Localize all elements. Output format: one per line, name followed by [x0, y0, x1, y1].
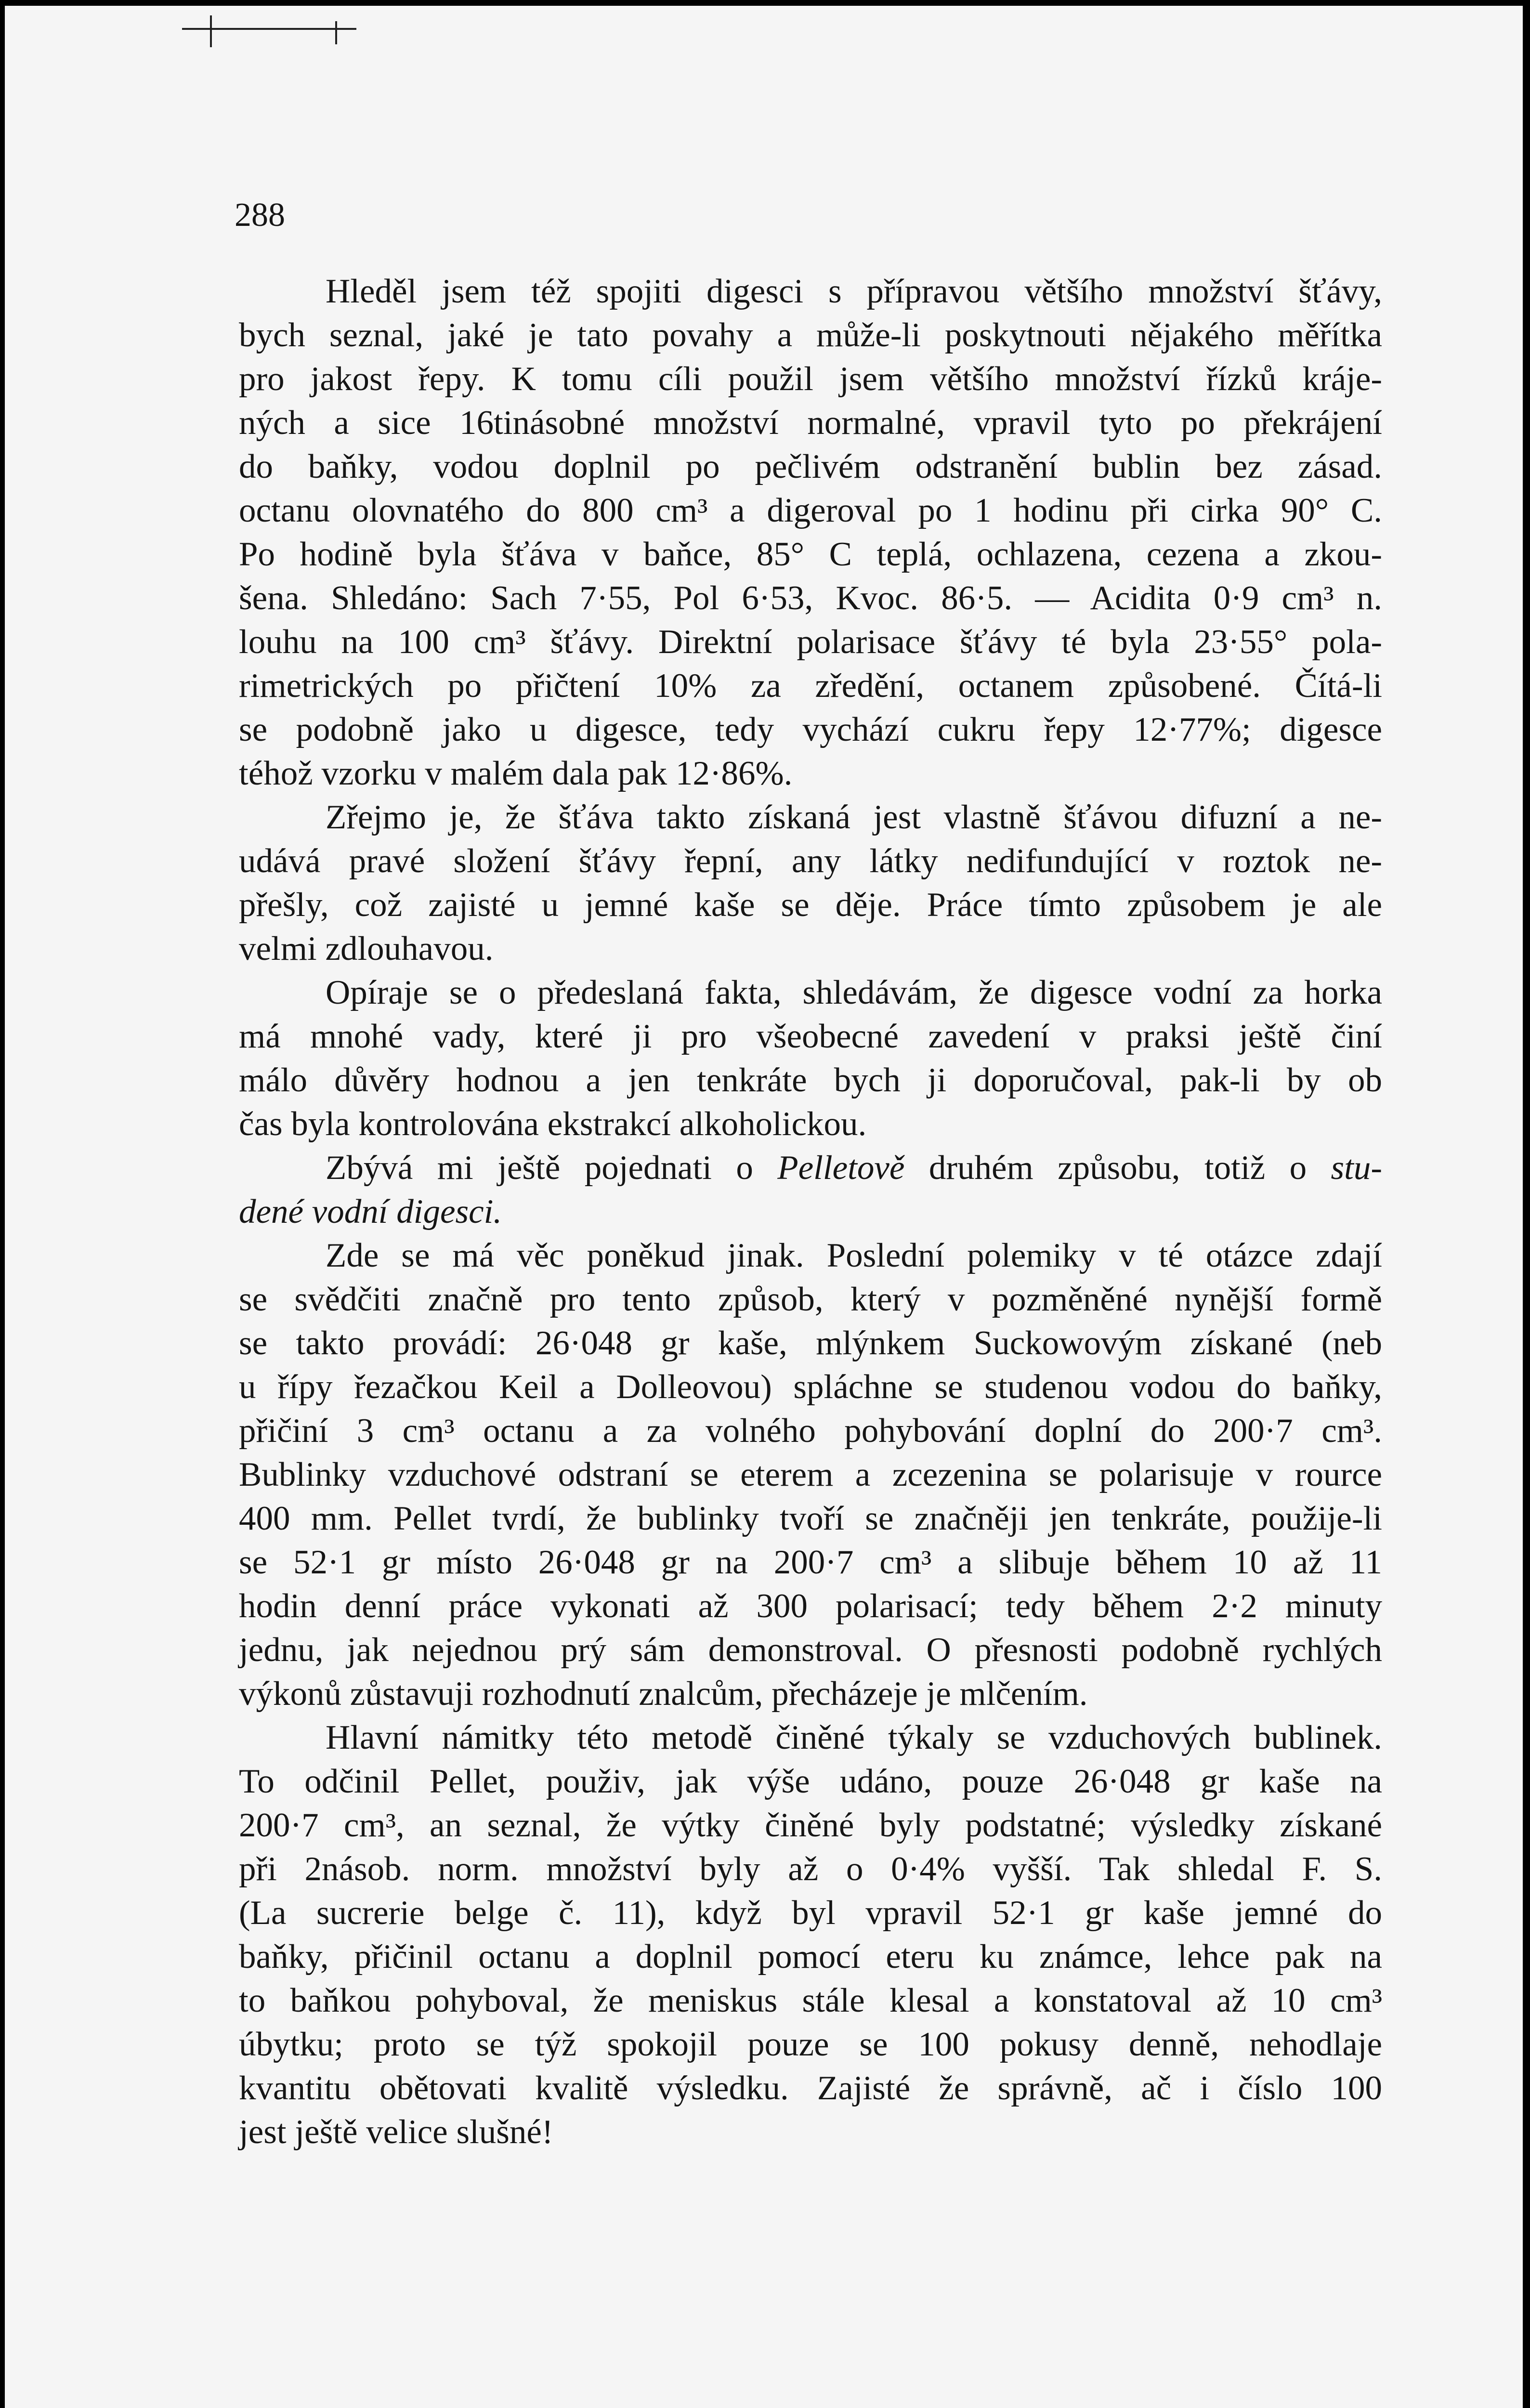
text-line: málo důvěry hodnou a jen tenkráte bych ji doporučoval, pak-li by ob: [239, 1061, 1382, 1099]
text-line: jest ještě velice slušné!: [239, 2113, 553, 2151]
text-line: při 2násob. norm. množství byly až o 0·4% vyšší. Tak shledal F. S.: [239, 1850, 1382, 1888]
text-line: čas byla kontrolována ekstrakcí alkoholickou.: [239, 1105, 867, 1143]
text-line: udává pravé složení šťávy řepní, any látky nedifundující v roztok ne-: [239, 842, 1382, 880]
text-line: Po hodině byla šťáva v baňce, 85° C teplá, ochlazena, cezena a zkou-: [239, 536, 1382, 573]
crop-mark: [182, 28, 356, 40]
text-line: Opíraje se o předeslaná fakta, shledávám, že digesce vodní za horka: [326, 974, 1382, 1011]
text-line: Hleděl jsem též spojiti digesci s přípravou většího množství šťávy,: [326, 273, 1382, 310]
text-line: (La sucrerie belge č. 11), když byl vpravil 52·1 gr kaše jemné do: [239, 1894, 1382, 1932]
text-line: se podobně jako u digesce, tedy vychází cukru řepy 12·77%; digesce: [239, 711, 1382, 748]
text-line: přičiní 3 cm³ octanu a za volného pohybování doplní do 200·7 cm³.: [239, 1412, 1382, 1450]
text-line: Zbývá mi ještě pojednati o Pelletově druhém způsobu, totiž o stu-: [326, 1149, 1382, 1187]
text-line: ných a sice 16tinásobné množství normalné, vpravil tyto po překrájení: [239, 404, 1382, 442]
text-line: To odčinil Pellet, použiv, jak výše udáno, pouze 26·048 gr kaše na: [239, 1763, 1382, 1800]
text-line: do baňky, vodou doplnil po pečlivém odstranění bublin bez zásad.: [239, 448, 1382, 485]
scanned-page: [5, 6, 1523, 2408]
text-line: 200·7 cm³, an seznal, že výtky činěné byly podstatné; výsledky získané: [239, 1806, 1382, 1844]
text-line: se 52·1 gr místo 26·048 gr na 200·7 cm³ a slibuje během 10 až 11: [239, 1544, 1382, 1581]
page-number: 288: [235, 196, 285, 234]
text-line: rimetrických po přičtení 10% za zředění, octanem způsobené. Čítá-li: [239, 667, 1382, 705]
text-line: přešly, což zajisté u jemné kaše se děje. Práce tímto způsobem je ale: [239, 886, 1382, 924]
text-line: Zřejmo je, že šťáva takto získaná jest vlastně šťávou difuzní a ne-: [326, 798, 1382, 836]
text-line: výkonů zůstavuji rozhodnutí znalcům, přecházeje je mlčením.: [239, 1675, 1088, 1713]
text-line: úbytku; proto se týž spokojil pouze se 100 pokusy denně, nehodlaje: [239, 2026, 1382, 2063]
text-line: bych seznal, jaké je tato povahy a může-li poskytnouti nějakého měřítka: [239, 316, 1382, 354]
text-line: octanu olovnatého do 800 cm³ a digeroval po 1 hodinu při cirka 90° C.: [239, 492, 1382, 529]
text-line: Bublinky vzduchové odstraní se eterem a zcezenina se polarisuje v rource: [239, 1456, 1382, 1493]
body-text: [239, 270, 1382, 2154]
text-line: baňky, přičinil octanu a doplnil pomocí eteru ku známce, lehce pak na: [239, 1938, 1382, 1976]
text-line: velmi zdlouhavou.: [239, 930, 494, 968]
text-line: dené vodní digesci.: [239, 1193, 502, 1230]
text-line: kvantitu obětovati kvalitě výsledku. Zajisté že správně, ač i číslo 100: [239, 2069, 1382, 2107]
text-line: Hlavní námitky této metodě činěné týkaly se vzduchových bublinek.: [326, 1719, 1382, 1756]
text-line: má mnohé vady, které ji pro všeobecné zavedení v praksi ještě činí: [239, 1018, 1382, 1055]
text-line: louhu na 100 cm³ šťávy. Direktní polarisace šťávy té byla 23·55° pola-: [239, 623, 1382, 661]
text-line: u řípy řezačkou Keil a Dolleovou) spláchne se studenou vodou do baňky,: [239, 1368, 1382, 1406]
text-line: to baňkou pohyboval, že meniskus stále klesal a konstatoval až 10 cm³: [239, 1982, 1382, 2019]
text-line: pro jakost řepy. K tomu cíli použil jsem většího množství řízků kráje-: [239, 360, 1382, 398]
text-line: se takto provádí: 26·048 gr kaše, mlýnkem Suckowovým získané (neb: [239, 1324, 1382, 1362]
text-line: téhož vzorku v malém dala pak 12·86%.: [239, 755, 793, 792]
text-line: jednu, jak nejednou prý sám demonstroval. O přesnosti podobně rychlých: [239, 1631, 1382, 1669]
text-line: hodin denní práce vykonati až 300 polarisací; tedy během 2·2 minuty: [239, 1587, 1382, 1625]
text-line: se svědčiti značně pro tento způsob, který v pozměněné nynější formě: [239, 1281, 1382, 1318]
text-line: 400 mm. Pellet tvrdí, že bublinky tvoří se značněji jen tenkráte, použije-li: [239, 1500, 1382, 1537]
text-line: Zde se má věc poněkud jinak. Poslední polemiky v té otázce zdají: [326, 1237, 1382, 1274]
text-line: šena. Shledáno: Sach 7·55, Pol 6·53, Kvoc. 86·5. — Acidita 0·9 cm³ n.: [239, 579, 1382, 617]
